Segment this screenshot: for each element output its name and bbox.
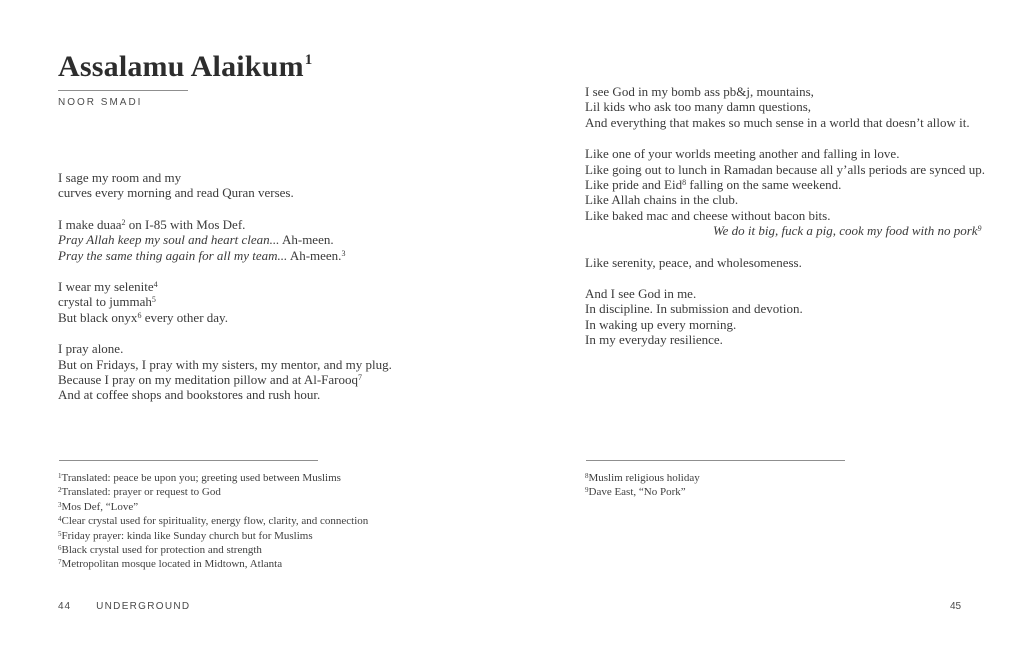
poem-text: on I-85 with Mos Def. xyxy=(125,216,246,232)
poem-body-left xyxy=(58,170,494,419)
poem-text: Because I pray on my meditation pillow and at Al-Farooq xyxy=(58,372,359,388)
poem-line xyxy=(713,223,1021,238)
footnote xyxy=(58,471,494,485)
footnote-marker: 7 xyxy=(58,558,62,567)
title-rule xyxy=(58,90,188,91)
running-head: UNDERGROUND xyxy=(96,601,191,612)
poem-line xyxy=(585,84,1021,99)
footnote-marker: 4 xyxy=(153,280,158,290)
footnote xyxy=(58,529,494,543)
poem-line xyxy=(585,146,1021,161)
footnote-text: Dave East, “No Pork” xyxy=(588,486,686,499)
poem-line xyxy=(58,372,494,387)
poem-line xyxy=(585,332,1021,347)
page-footer-right xyxy=(950,601,961,612)
poem-line xyxy=(58,185,494,200)
poem-text: And everything that makes so much sense in a world that doesn’t allow it. xyxy=(585,114,970,130)
footnote-text: Friday prayer: kinda like Sunday church but for Muslims xyxy=(61,529,313,542)
footnote xyxy=(58,543,494,557)
poem-text: But on Fridays, I pray with my sisters, my mentor, and my plug. xyxy=(58,356,392,372)
author-name: NOOR SMADI xyxy=(58,97,143,108)
footnotes-right xyxy=(585,460,1021,500)
page-footer-left xyxy=(58,601,190,612)
footnote-marker: 4 xyxy=(58,515,62,524)
footnote-marker: 6 xyxy=(137,310,142,320)
poem-line xyxy=(585,286,1021,301)
poem-text: Pray Allah keep my soul and heart clean... xyxy=(58,232,280,248)
stanza xyxy=(58,217,494,263)
poem-text: I pray alone. xyxy=(58,341,124,357)
poem-line xyxy=(585,255,1021,270)
poem-text: In waking up every morning. xyxy=(585,316,737,332)
poem-text: Like going out to lunch in Ramadan because all y’alls periods are synced up. xyxy=(585,161,985,177)
footnote xyxy=(58,485,494,499)
footnote-text: Translated: prayer or request to God xyxy=(61,486,221,499)
poem-line xyxy=(585,301,1021,316)
poem-line xyxy=(58,310,494,325)
footnote-marker: 5 xyxy=(58,529,62,538)
poem-line xyxy=(585,162,1021,177)
poem-text: In discipline. In submission and devotion. xyxy=(585,301,803,317)
footnote-marker: 2 xyxy=(121,217,126,227)
poem-text: crystal to jummah xyxy=(58,294,152,310)
poem-text: Pray the same thing again for all my team... xyxy=(58,247,288,263)
stanza xyxy=(585,146,1021,238)
poem-text: But black onyx xyxy=(58,309,138,325)
poem-text: I see God in my bomb ass pb&j, mountains, xyxy=(585,84,814,99)
poem-title xyxy=(58,50,312,84)
poem-text: falling on the same weekend. xyxy=(686,177,842,193)
footnote-list-right xyxy=(585,471,1021,500)
poem-line xyxy=(58,387,494,402)
footnote-rule xyxy=(59,460,318,461)
stanza xyxy=(585,84,1021,130)
footnote-marker: 9 xyxy=(977,224,982,234)
stanza xyxy=(58,279,494,325)
poem-text: I wear my selenite xyxy=(58,279,154,295)
poem-text: Like Allah chains in the club. xyxy=(585,192,739,208)
footnote-marker: 3 xyxy=(58,500,62,509)
stanza xyxy=(585,255,1021,270)
poem-line xyxy=(58,294,494,309)
poem-line xyxy=(585,115,1021,130)
poem-line xyxy=(58,357,494,372)
footnote-marker: 5 xyxy=(151,295,156,305)
footnote-marker: 2 xyxy=(58,486,62,495)
poem-text: And I see God in me. xyxy=(585,286,697,302)
stanza xyxy=(58,341,494,403)
poem-line xyxy=(58,217,494,232)
footnote-list-left xyxy=(58,471,494,572)
poem-line xyxy=(58,248,494,263)
footnote-marker: 3 xyxy=(341,248,346,258)
poem-text: Ah-meen. xyxy=(279,232,334,248)
page-right xyxy=(512,0,1024,658)
footnote-marker: 1 xyxy=(58,472,62,480)
poem-text: curves every morning and read Quran verses. xyxy=(58,185,294,201)
footnotes-left xyxy=(58,460,494,572)
poem-title-text: Assalamu Alaikum xyxy=(58,50,304,83)
poem-line xyxy=(58,170,494,185)
poem-line xyxy=(585,177,1021,192)
footnote-marker: 8 xyxy=(585,472,589,480)
footnote-marker: 6 xyxy=(58,544,62,553)
footnote-text: Metropolitan mosque located in Midtown, Atlanta xyxy=(61,558,283,571)
footnote-rule xyxy=(586,460,845,461)
title-footnote-marker: 1 xyxy=(304,52,313,68)
poem-line xyxy=(585,99,1021,114)
footnote-text: Translated: peace be upon you; greeting used between Muslims xyxy=(61,472,341,484)
stanza xyxy=(58,170,494,201)
poem-text: We do it big, fuck a pig, cook my food with no pork xyxy=(713,223,978,239)
poem-body-right xyxy=(585,84,1021,364)
footnote-marker: 7 xyxy=(358,373,363,383)
footnote xyxy=(585,485,1021,499)
page-number-right: 45 xyxy=(950,601,962,612)
poem-text: I sage my room and my xyxy=(58,170,182,185)
page-number-left: 44 xyxy=(58,601,72,612)
poem-text: every other day. xyxy=(141,309,228,325)
footnote-marker: 9 xyxy=(585,486,589,495)
footnote xyxy=(58,557,494,571)
footnote xyxy=(58,514,494,528)
poem-text: Like baked mac and cheese without bacon bits. xyxy=(585,207,831,223)
poem-line xyxy=(585,208,1021,223)
footnote xyxy=(58,500,494,514)
footnote-marker: 8 xyxy=(682,178,687,188)
poem-text: Lil kids who ask too many damn questions, xyxy=(585,99,812,115)
footnote-text: Muslim religious holiday xyxy=(588,472,700,484)
poem-line xyxy=(585,192,1021,207)
poem-line xyxy=(58,279,494,294)
stanza xyxy=(585,286,1021,348)
footnote-text: Mos Def, “Love” xyxy=(61,500,139,513)
poem-text: Ah-meen. xyxy=(287,247,342,263)
poem-line xyxy=(585,317,1021,332)
footnote-text: Black crystal used for protection and strength xyxy=(61,544,262,557)
poem-text: I make duaa xyxy=(58,216,122,232)
poem-text: Like pride and Eid xyxy=(585,177,683,193)
poem-line xyxy=(58,232,494,247)
footnote-text: Clear crystal used for spirituality, energy flow, clarity, and connection xyxy=(61,515,369,528)
poem-text: And at coffee shops and bookstores and rush hour. xyxy=(58,387,321,403)
poem-line xyxy=(58,341,494,356)
poem-text: In my everyday resilience. xyxy=(585,332,723,348)
poem-text: Like serenity, peace, and wholesomeness. xyxy=(585,254,802,270)
footnote xyxy=(585,471,1021,485)
poem-text: Like one of your worlds meeting another and falling in love. xyxy=(585,146,900,162)
